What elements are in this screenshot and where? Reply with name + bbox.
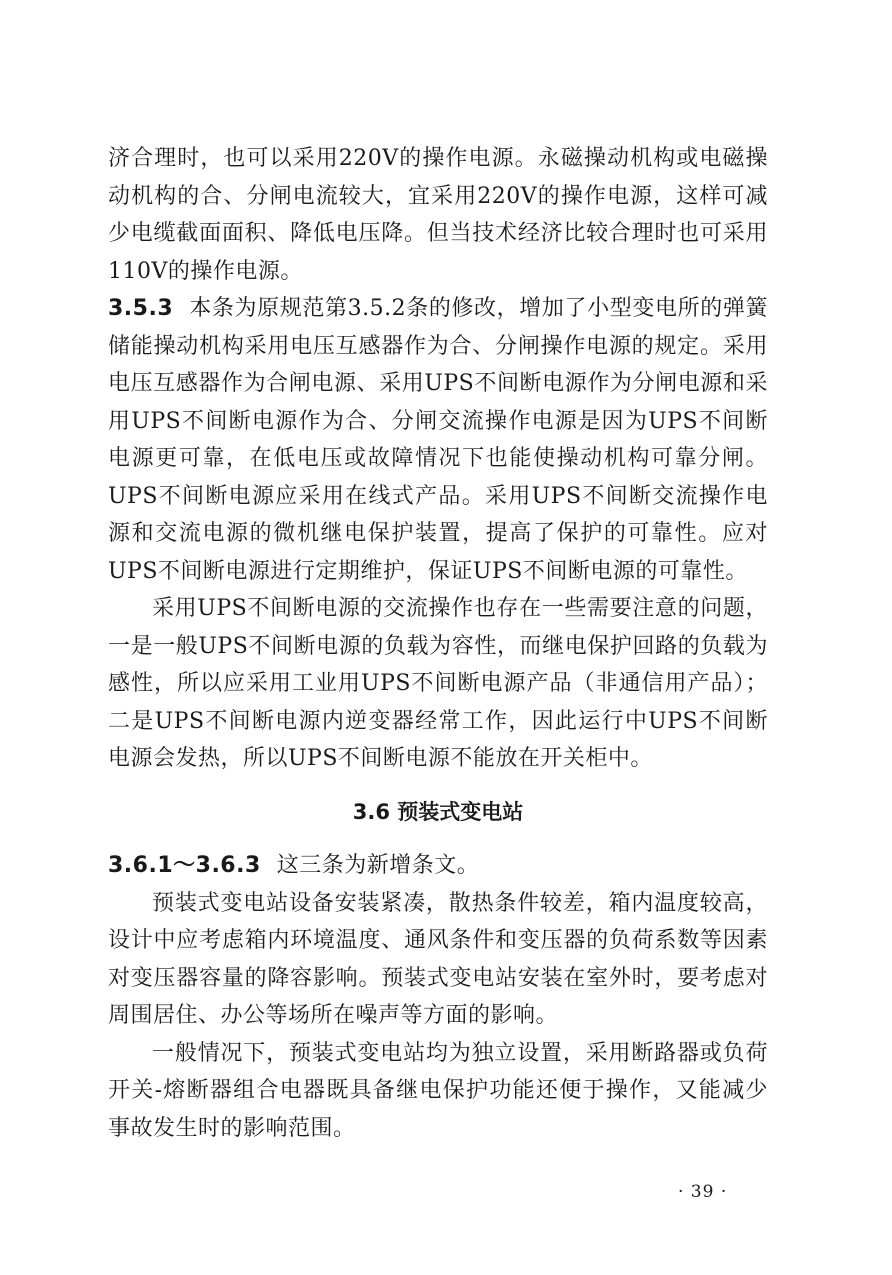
paragraph-independent-setup: 一般情况下，预装式变电站均为独立设置，采用断路器或负荷开关-熔断器组合电器既具备继电保护功能还便于操作，又能减少事故发生时的影响范围。 <box>108 1040 768 1141</box>
paragraph-clause-3-6-1 <box>108 847 768 885</box>
body-text <box>108 140 768 1147</box>
clause-number: 3.5.3 <box>108 296 174 321</box>
clause-text: 本条为原规范第3.5.2条的修改，增加了小型变电所的弹簧储能操动机构采用电压互感器作为合、分闸操作电源的规定。采用电压互感器作为合闸电源、采用UPS不间断电源作为分闸电源和采用UPS不间断电源作为合、分闸交流操作电源是因为UPS不间断电源更可靠，在低电压或故障情况下也能使操动机构可靠分闸。UPS不间断电源应采用在线式产品。采用UPS不间断交流操作电源和交流电源的微机继电保护装置，提高了保护的可靠性。应对UPS不间断电源进行定期维护，保证UPS不间断电源的可靠性。 <box>108 296 768 584</box>
paragraph-prefab-substation: 预装式变电站设备安装紧凑，散热条件较差，箱内温度较高，设计中应考虑箱内环境温度、通风条件和变压器的负荷系数等因素对变压器容量的降容影响。预装式变电站安装在室外时，要考虑对周围居住、办公等场所在噪声等方面的影响。 <box>108 890 768 1028</box>
clause-number: 3.6.1～3.6.3 <box>108 853 261 878</box>
paragraph-continuation: 济合理时，也可以采用220V的操作电源。永磁操动机构或电磁操动机构的合、分闸电流较大，宜采用220V的操作电源，这样可减少电缆截面面积、降低电压降。但当技术经济比较合理时也可采用110V的操作电源。 <box>108 146 768 284</box>
paragraph-ups-notes: 采用UPS不间断电源的交流操作也存在一些需要注意的问题，一是一般UPS不间断电源的负载为容性，而继电保护回路的负载为感性，所以应采用工业用UPS不间断电源产品（非通信用产品）；二是UPS不间断电源内逆变器经常工作，因此运行中UPS不间断电源会发热，所以UPS不间断电源不能放在开关柜中。 <box>108 596 768 771</box>
clause-text: 这三条为新增条文。 <box>276 853 480 878</box>
paragraph-clause-3-5-3 <box>108 290 768 590</box>
section-heading: 3.6 预装式变电站 <box>352 799 524 824</box>
page-number: · 39 · <box>678 1182 728 1202</box>
